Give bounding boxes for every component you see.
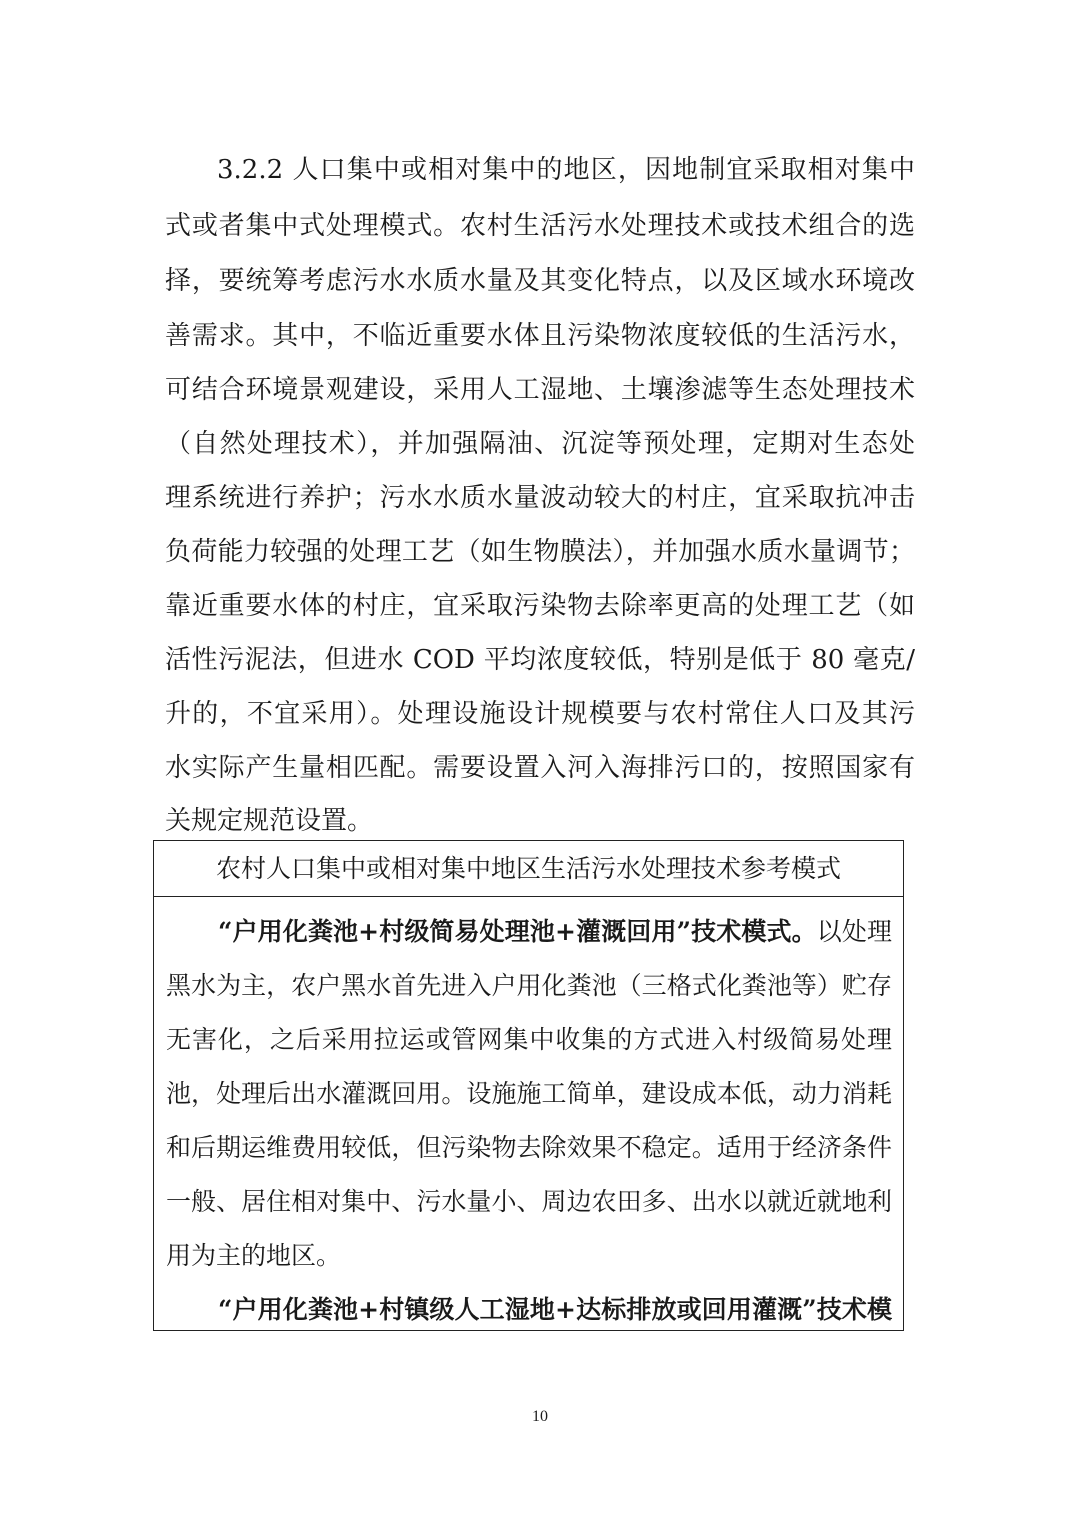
paragraph-line: 升的，不宜采用）。处理设施设计规模要与农村常住人口及其污 (165, 699, 915, 729)
paragraph-line: 3.2.2 人口集中或相对集中的地区，因地制宜采取相对集中 (217, 155, 915, 185)
paragraph-line: 择，要统筹考虑污水水质水量及其变化特点，以及区域水环境改 (165, 266, 915, 296)
box-title-row (154, 841, 903, 897)
paragraph-line: 式或者集中式处理模式。农村生活污水处理技术或技术组合的选 (165, 211, 915, 241)
mode1-heading: “户用化粪池+村级简易处理池+灌溉回用”技术模式。 (218, 917, 817, 946)
reference-box (153, 840, 904, 1331)
paragraph-line: 负荷能力较强的处理工艺（如生物膜法），并加强水质水量调节； (165, 537, 915, 567)
paragraph-line: 理系统进行养护；污水水质水量波动较大的村庄，宜采取抗冲击 (165, 483, 915, 513)
mode1-line: 无害化，之后采用拉运或管网集中收集的方式进入村级简易处理 (166, 1025, 892, 1054)
paragraph-line: 水实际产生量相匹配。需要设置入河入海排污口的，按照国家有 (165, 753, 915, 783)
mode1-line: 一般、居住相对集中、污水量小、周边农田多、出水以就近就地利 (166, 1187, 892, 1216)
mode1-line: 黑水为主，农户黑水首先进入户用化粪池（三格式化粪池等）贮存 (166, 971, 892, 1000)
paragraph-line: （自然处理技术），并加强隔油、沉淀等预处理，定期对生态处 (165, 429, 915, 459)
mode1-line: 用为主的地区。 (166, 1241, 342, 1270)
box-title: 农村人口集中或相对集中地区生活污水处理技术参考模式 (215, 854, 841, 883)
mode1-line: 池，处理后出水灌溉回用。设施施工简单，建设成本低，动力消耗 (166, 1079, 892, 1108)
paragraph-line: 活性污泥法，但进水 COD 平均浓度较低，特别是低于 80 毫克/ (165, 645, 915, 675)
paragraph-line: 靠近重要水体的村庄，宜采取污染物去除率更高的处理工艺（如 (165, 591, 915, 621)
paragraph-line: 善需求。其中，不临近重要水体且污染物浓度较低的生活污水， (165, 321, 915, 351)
mode1-line: 和后期运维费用较低，但污染物去除效果不稳定。适用于经济条件 (166, 1133, 892, 1162)
paragraph-line: 可结合环境景观建设，采用人工湿地、土壤渗滤等生态处理技术 (165, 375, 915, 405)
paragraph-line: 关规定规范设置。 (165, 806, 374, 836)
mode1-first-tail: 以处理 (816, 917, 892, 946)
mode2-heading: “户用化粪池+村镇级人工湿地+达标排放或回用灌溉”技术模 (218, 1295, 892, 1324)
page-number: 10 (532, 1408, 548, 1425)
mode1-first-line (218, 913, 892, 951)
